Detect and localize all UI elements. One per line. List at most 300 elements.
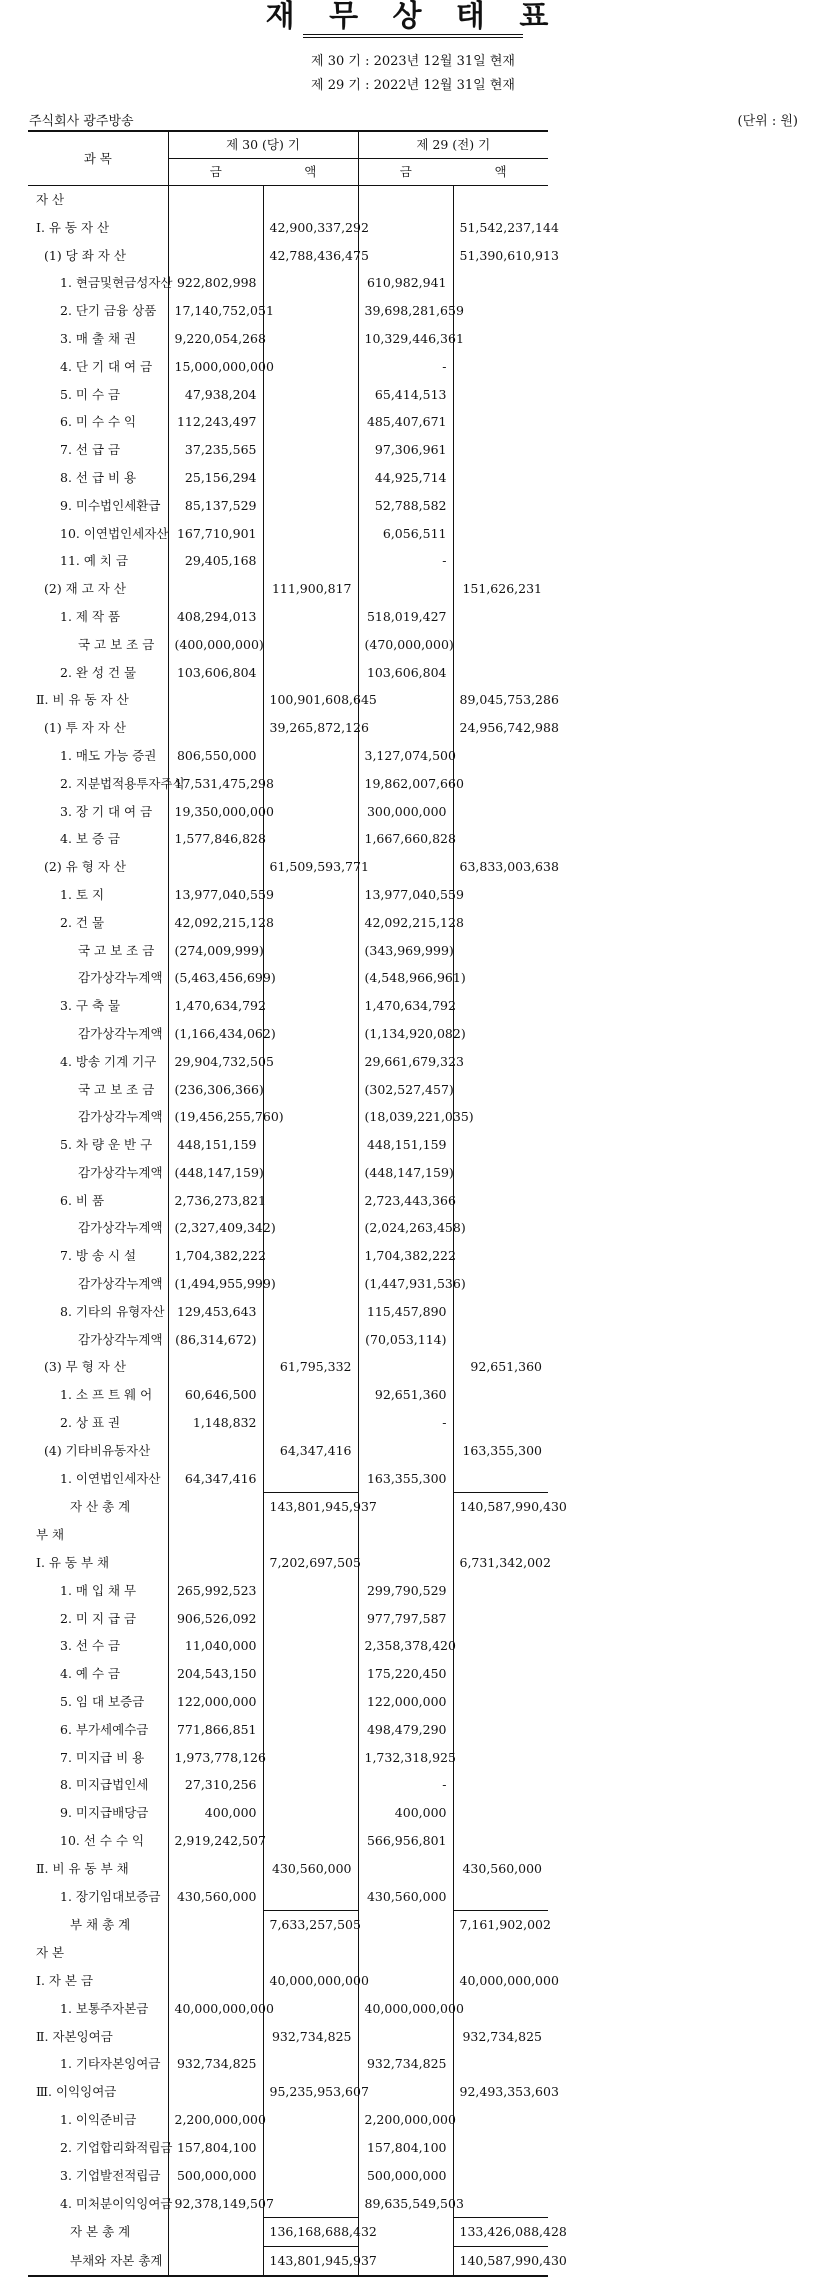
table-row — [28, 686, 798, 714]
current-total-amount — [263, 1688, 358, 1716]
current-total-amount — [263, 964, 358, 992]
table-row — [28, 1020, 798, 1048]
prior-total-amount — [453, 937, 548, 965]
table-row — [28, 798, 798, 826]
prior-total-amount — [453, 2162, 548, 2190]
current-detail-amount: 2,736,273,821 — [168, 1187, 263, 1215]
prior-detail-amount: 400,000 — [358, 1799, 453, 1827]
table-row — [28, 520, 798, 548]
current-detail-amount: 448,151,159 — [168, 1131, 263, 1159]
current-detail-amount: 430,560,000 — [168, 1883, 263, 1911]
table-row — [28, 631, 798, 659]
table-row — [28, 1967, 798, 1995]
current-detail-amount: 265,992,523 — [168, 1577, 263, 1605]
prior-total-amount — [453, 1995, 548, 2023]
row-label: Ⅱ. 비 유 동 부 채 — [28, 1855, 168, 1883]
table-row — [28, 1353, 798, 1381]
prior-total-amount: 430,560,000 — [462, 1860, 542, 1876]
current-detail-amount — [168, 1911, 263, 1939]
header-amount-right-current: 액 — [263, 159, 358, 186]
current-total-amount: 61,795,332 — [263, 1353, 358, 1381]
table-row — [28, 381, 798, 409]
row-label: 2. 단기 금융 상품 — [28, 297, 168, 325]
row-label: 1. 매도 가능 증권 — [28, 742, 168, 770]
table-row — [28, 1688, 798, 1716]
row-label: Ⅰ. 자 본 금 — [28, 1967, 168, 1995]
prior-total-amount: 151,626,231 — [462, 581, 542, 597]
row-label: 4. 방송 기계 기구 — [28, 1048, 168, 1076]
table-row — [28, 464, 798, 492]
current-total-amount — [263, 353, 358, 381]
row-label: 자 본 — [28, 1939, 168, 1967]
prior-detail-amount: 122,000,000 — [358, 1688, 453, 1716]
current-detail-amount — [168, 2078, 263, 2106]
table-row — [28, 1159, 798, 1187]
row-label: 자 본 총 계 — [28, 2218, 168, 2247]
prior-detail-amount: 65,414,513 — [358, 381, 453, 409]
row-label: (4) 기타비유동자산 — [28, 1437, 168, 1465]
row-label: 8. 선 급 비 용 — [28, 464, 168, 492]
row-label: 2. 완 성 건 물 — [28, 659, 168, 687]
prior-total-amount — [453, 798, 548, 826]
prior-total-amount: 63,833,003,638 — [459, 859, 559, 875]
table-row — [28, 353, 798, 381]
current-detail-amount: 408,294,013 — [168, 603, 263, 631]
prior-total-amount: 51,542,237,144 — [459, 219, 559, 235]
prior-total-amount — [453, 992, 548, 1020]
row-label: 감가상각누계액 — [28, 1020, 168, 1048]
current-detail-amount: (274,009,999) — [168, 937, 263, 965]
current-total-amount — [263, 1827, 358, 1855]
prior-total-amount — [453, 1159, 548, 1187]
current-total-amount — [263, 186, 358, 214]
table-row — [28, 1827, 798, 1855]
row-label: 1. 소 프 트 웨 어 — [28, 1381, 168, 1409]
prior-total-amount — [453, 881, 548, 909]
company-name: 주식회사 광주방송 — [29, 114, 134, 129]
table-row — [28, 1660, 798, 1688]
table-row — [28, 2078, 798, 2106]
prior-detail-amount: 97,306,961 — [358, 436, 453, 464]
current-detail-amount — [168, 1521, 263, 1549]
row-label: (3) 무 형 자 산 — [28, 1353, 168, 1381]
prior-detail-amount: (302,527,457) — [358, 1076, 453, 1104]
prior-total-amount: 140,587,990,430 — [453, 2246, 548, 2275]
prior-detail-amount: - — [358, 353, 453, 381]
current-detail-amount: 806,550,000 — [168, 742, 263, 770]
header-row-period — [28, 131, 798, 159]
prior-detail-amount — [358, 1911, 453, 1939]
current-total-amount — [263, 1799, 358, 1827]
prior-detail-amount — [358, 2078, 453, 2106]
prior-detail-amount — [358, 214, 453, 242]
prior-detail-amount: 1,732,318,925 — [358, 1744, 453, 1772]
prior-detail-amount: (343,969,999) — [358, 937, 453, 965]
current-total-amount — [263, 1632, 358, 1660]
prior-detail-amount — [358, 1353, 453, 1381]
prior-detail-amount: 1,470,634,792 — [358, 992, 453, 1020]
current-detail-amount: 400,000 — [168, 1799, 263, 1827]
table-row — [28, 1911, 798, 1939]
prior-detail-amount: 157,804,100 — [358, 2134, 453, 2162]
row-label: 5. 차 량 운 반 구 — [28, 1131, 168, 1159]
prior-total-amount — [453, 1465, 548, 1493]
prior-total-amount — [453, 436, 548, 464]
current-detail-amount: 42,092,215,128 — [168, 909, 263, 937]
prior-detail-amount: 2,200,000,000 — [358, 2106, 453, 2134]
table-row — [28, 1076, 798, 1104]
current-total-amount — [263, 2134, 358, 2162]
prior-total-amount: 932,734,825 — [462, 2028, 542, 2044]
prior-total-amount — [453, 1605, 548, 1633]
prior-detail-amount: 44,925,714 — [358, 464, 453, 492]
prior-total-amount: 133,426,088,428 — [453, 2218, 548, 2247]
current-detail-amount: 1,577,846,828 — [168, 825, 263, 853]
prior-detail-amount: 485,407,671 — [358, 408, 453, 436]
current-detail-amount: 47,938,204 — [168, 381, 263, 409]
current-total-amount — [263, 798, 358, 826]
prior-total-amount — [453, 297, 548, 325]
current-detail-amount: 103,606,804 — [168, 659, 263, 687]
prior-detail-amount: 10,329,446,361 — [358, 325, 453, 353]
prior-detail-amount: 103,606,804 — [358, 659, 453, 687]
prior-total-amount — [453, 1381, 548, 1409]
table-row — [28, 242, 798, 270]
table-row — [28, 2023, 798, 2051]
current-detail-amount: 500,000,000 — [168, 2162, 263, 2190]
prior-detail-amount — [358, 1855, 453, 1883]
header-amount-right-prior: 액 — [453, 159, 548, 186]
row-label: 1. 이익준비금 — [28, 2106, 168, 2134]
table-row — [28, 1465, 798, 1493]
title-underline — [303, 34, 523, 38]
row-label: 국 고 보 조 금 — [28, 1076, 168, 1104]
current-detail-amount: 167,710,901 — [168, 520, 263, 548]
prior-total-amount — [453, 547, 548, 575]
row-label: 1. 기타자본잉여금 — [28, 2050, 168, 2078]
row-label: 3. 매 출 채 권 — [28, 325, 168, 353]
table-body — [28, 186, 798, 2276]
prior-detail-amount: - — [358, 1771, 453, 1799]
current-total-amount — [263, 1465, 358, 1493]
row-label: 자 산 총 계 — [28, 1493, 168, 1521]
current-total-amount: 7,202,697,505 — [263, 1549, 358, 1577]
current-total-amount — [263, 1605, 358, 1633]
table-row — [28, 881, 798, 909]
prior-detail-amount — [358, 1437, 453, 1465]
current-total-amount: 143,801,945,937 — [263, 1493, 358, 1521]
current-total-amount — [263, 408, 358, 436]
current-total-amount — [263, 547, 358, 575]
table-row — [28, 1605, 798, 1633]
row-label: 4. 예 수 금 — [28, 1660, 168, 1688]
prior-total-amount — [453, 2050, 548, 2078]
table-row — [28, 186, 798, 214]
row-label: 2. 건 물 — [28, 909, 168, 937]
current-total-amount — [263, 2189, 358, 2217]
table-row — [28, 2162, 798, 2190]
row-label: 1. 보통주자본금 — [28, 1995, 168, 2023]
prior-total-amount — [453, 825, 548, 853]
prior-detail-amount: 610,982,941 — [358, 269, 453, 297]
prior-total-amount — [453, 1688, 548, 1716]
row-label: 7. 미지급 비 용 — [28, 1744, 168, 1772]
table-row — [28, 575, 798, 603]
row-label: 1. 이연법인세자산 — [28, 1465, 168, 1493]
row-label: 부 채 총 계 — [28, 1911, 168, 1939]
row-label: 1. 현금및현금성자산 — [28, 269, 168, 297]
prior-detail-amount: 175,220,450 — [358, 1660, 453, 1688]
prior-detail-amount: (4,548,966,961) — [358, 964, 453, 992]
prior-detail-amount: 977,797,587 — [358, 1605, 453, 1633]
row-label: 9. 미지급배당금 — [28, 1799, 168, 1827]
row-label: 9. 미수법인세환급 — [28, 492, 168, 520]
period-current: 제 30 기 : 2023년 12월 31일 현재 — [311, 54, 515, 69]
current-detail-amount: 17,531,475,298 — [168, 770, 263, 798]
current-detail-amount: (236,306,366) — [168, 1076, 263, 1104]
header-amount-left-current: 금 — [168, 159, 263, 186]
prior-total-amount — [453, 1799, 548, 1827]
prior-detail-amount: (70,053,114) — [358, 1326, 453, 1354]
row-label: 10. 선 수 수 익 — [28, 1827, 168, 1855]
current-detail-amount: 29,405,168 — [168, 547, 263, 575]
row-label: 2. 미 지 급 금 — [28, 1605, 168, 1633]
prior-total-amount: 92,493,353,603 — [459, 2084, 559, 2100]
current-total-amount: 39,265,872,126 — [263, 714, 358, 742]
current-detail-amount: 771,866,851 — [168, 1716, 263, 1744]
table-row — [28, 1716, 798, 1744]
prior-total-amount — [453, 408, 548, 436]
row-label: 6. 비 품 — [28, 1187, 168, 1215]
row-label: 감가상각누계액 — [28, 1103, 168, 1131]
row-label: 감가상각누계액 — [28, 1159, 168, 1187]
prior-total-amount — [453, 1660, 548, 1688]
row-label: (1) 투 자 자 산 — [28, 714, 168, 742]
current-total-amount — [263, 742, 358, 770]
row-label: Ⅲ. 이익잉여금 — [28, 2078, 168, 2106]
table-row — [28, 1214, 798, 1242]
table-row — [28, 547, 798, 575]
prior-detail-amount: 52,788,582 — [358, 492, 453, 520]
table-row — [28, 1939, 798, 1967]
prior-total-amount — [453, 2106, 548, 2134]
current-total-amount: 61,509,593,771 — [263, 853, 358, 881]
table-row — [28, 2134, 798, 2162]
current-total-amount — [263, 1577, 358, 1605]
current-detail-amount: (5,463,456,699) — [168, 964, 263, 992]
prior-total-amount — [453, 325, 548, 353]
row-label: Ⅱ. 자본잉여금 — [28, 2023, 168, 2051]
current-total-amount: 111,900,817 — [263, 575, 358, 603]
table-row — [28, 964, 798, 992]
table-row — [28, 825, 798, 853]
current-total-amount — [263, 659, 358, 687]
prior-total-amount — [453, 2134, 548, 2162]
prior-detail-amount: 932,734,825 — [358, 2050, 453, 2078]
current-total-amount — [263, 1159, 358, 1187]
table-row — [28, 742, 798, 770]
current-total-amount — [263, 631, 358, 659]
prior-detail-amount — [358, 1939, 453, 1967]
prior-detail-amount: 6,056,511 — [358, 520, 453, 548]
table-row — [28, 1187, 798, 1215]
table-row — [28, 853, 798, 881]
table-row — [28, 1493, 798, 1521]
prior-total-amount: 40,000,000,000 — [459, 1973, 559, 1988]
table-row — [28, 1298, 798, 1326]
header-prior: 제 29 (전) 기 — [358, 131, 548, 159]
current-detail-amount: (400,000,000) — [168, 631, 263, 659]
row-label: 감가상각누계액 — [28, 1214, 168, 1242]
row-label: 2. 지분법적용투자주식 — [28, 770, 168, 798]
current-detail-amount — [168, 1353, 263, 1381]
prior-total-amount — [453, 492, 548, 520]
current-detail-amount: 204,543,150 — [168, 1660, 263, 1688]
current-total-amount — [263, 937, 358, 965]
prior-detail-amount: 1,667,660,828 — [358, 825, 453, 853]
prior-detail-amount: 566,956,801 — [358, 1827, 453, 1855]
current-detail-amount — [168, 853, 263, 881]
current-total-amount — [263, 1771, 358, 1799]
current-detail-amount: 2,200,000,000 — [168, 2106, 263, 2134]
current-detail-amount: 157,804,100 — [168, 2134, 263, 2162]
current-total-amount — [263, 1409, 358, 1437]
current-detail-amount: 25,156,294 — [168, 464, 263, 492]
prior-total-amount — [453, 1771, 548, 1799]
prior-detail-amount: - — [358, 1409, 453, 1437]
current-detail-amount: 2,919,242,507 — [168, 1827, 263, 1855]
table-row — [28, 909, 798, 937]
prior-detail-amount: 2,723,443,366 — [358, 1187, 453, 1215]
prior-total-amount — [453, 269, 548, 297]
table-row — [28, 1632, 798, 1660]
row-label: 7. 방 송 시 설 — [28, 1242, 168, 1270]
current-detail-amount: (448,147,159) — [168, 1159, 263, 1187]
current-total-amount — [263, 2106, 358, 2134]
current-total-amount — [263, 1381, 358, 1409]
prior-total-amount — [453, 659, 548, 687]
row-label: 감가상각누계액 — [28, 964, 168, 992]
current-detail-amount: 122,000,000 — [168, 1688, 263, 1716]
current-detail-amount: 60,646,500 — [168, 1381, 263, 1409]
current-detail-amount: 906,526,092 — [168, 1605, 263, 1633]
prior-total-amount — [453, 464, 548, 492]
current-total-amount — [263, 1660, 358, 1688]
prior-total-amount — [453, 186, 548, 214]
prior-detail-amount: 19,862,007,660 — [358, 770, 453, 798]
prior-detail-amount: (1,134,920,082) — [358, 1020, 453, 1048]
prior-total-amount: 6,731,342,002 — [459, 1555, 551, 1571]
row-label: Ⅱ. 비 유 동 자 산 — [28, 686, 168, 714]
current-detail-amount — [168, 2023, 263, 2051]
prior-detail-amount: 29,661,679,323 — [358, 1048, 453, 1076]
current-detail-amount: 13,977,040,559 — [168, 881, 263, 909]
current-detail-amount — [168, 1437, 263, 1465]
prior-total-amount — [453, 742, 548, 770]
prior-total-amount: 140,587,990,430 — [453, 1493, 548, 1521]
current-total-amount — [263, 1744, 358, 1772]
prior-detail-amount — [358, 1549, 453, 1577]
prior-total-amount — [453, 520, 548, 548]
document-title: 재 무 상 태 표 — [265, 0, 561, 34]
prior-detail-amount: 163,355,300 — [358, 1465, 453, 1493]
table-row — [28, 770, 798, 798]
prior-detail-amount — [358, 853, 453, 881]
current-detail-amount: (2,327,409,342) — [168, 1214, 263, 1242]
current-total-amount — [263, 1716, 358, 1744]
prior-total-amount: 7,161,902,002 — [453, 1911, 548, 1939]
table-row — [28, 214, 798, 242]
row-label: 3. 기업발전적립금 — [28, 2162, 168, 2190]
current-detail-amount — [168, 2218, 263, 2247]
current-detail-amount — [168, 1855, 263, 1883]
current-total-amount: 932,734,825 — [263, 2023, 358, 2051]
prior-total-amount — [453, 353, 548, 381]
prior-total-amount — [453, 1020, 548, 1048]
row-label: 11. 예 치 금 — [28, 547, 168, 575]
prior-detail-amount: (2,024,263,458) — [358, 1214, 453, 1242]
prior-total-amount — [453, 964, 548, 992]
row-label: 5. 임 대 보증금 — [28, 1688, 168, 1716]
period-prior: 제 29 기 : 2022년 12월 31일 현재 — [311, 78, 515, 93]
row-label: 6. 미 수 수 익 — [28, 408, 168, 436]
current-detail-amount: 92,378,149,507 — [168, 2189, 263, 2217]
current-total-amount — [263, 1270, 358, 1298]
table-row — [28, 492, 798, 520]
current-total-amount — [263, 464, 358, 492]
prior-total-amount — [453, 770, 548, 798]
prior-detail-amount: 498,479,290 — [358, 1716, 453, 1744]
table-row — [28, 1521, 798, 1549]
current-total-amount — [263, 1995, 358, 2023]
prior-detail-amount: 2,358,378,420 — [358, 1632, 453, 1660]
prior-total-amount — [453, 1326, 548, 1354]
current-detail-amount: 27,310,256 — [168, 1771, 263, 1799]
table-row — [28, 2106, 798, 2134]
current-total-amount — [263, 1939, 358, 1967]
current-total-amount — [263, 325, 358, 353]
prior-total-amount — [453, 1214, 548, 1242]
prior-total-amount — [453, 909, 548, 937]
current-total-amount — [263, 1326, 358, 1354]
row-label: 5. 미 수 금 — [28, 381, 168, 409]
table-row — [28, 937, 798, 965]
row-label: (2) 유 형 자 산 — [28, 853, 168, 881]
table-row — [28, 1409, 798, 1437]
current-total-amount — [263, 1076, 358, 1104]
prior-total-amount — [453, 1270, 548, 1298]
current-detail-amount: 85,137,529 — [168, 492, 263, 520]
current-detail-amount — [168, 242, 263, 270]
row-label: 7. 선 급 금 — [28, 436, 168, 464]
prior-detail-amount: 115,457,890 — [358, 1298, 453, 1326]
row-label: Ⅰ. 유 동 자 산 — [28, 214, 168, 242]
current-detail-amount: 9,220,054,268 — [168, 325, 263, 353]
current-total-amount — [263, 492, 358, 520]
current-total-amount — [263, 603, 358, 631]
current-detail-amount — [168, 1549, 263, 1577]
row-label: Ⅰ. 유 동 부 채 — [28, 1549, 168, 1577]
current-detail-amount — [168, 575, 263, 603]
current-total-amount: 7,633,257,505 — [263, 1911, 358, 1939]
current-detail-amount — [168, 214, 263, 242]
table-row — [28, 1855, 798, 1883]
current-total-amount — [263, 436, 358, 464]
prior-total-amount: 24,956,742,988 — [459, 720, 559, 736]
prior-detail-amount — [358, 714, 453, 742]
current-detail-amount: 1,973,778,126 — [168, 1744, 263, 1772]
table-row — [28, 1577, 798, 1605]
